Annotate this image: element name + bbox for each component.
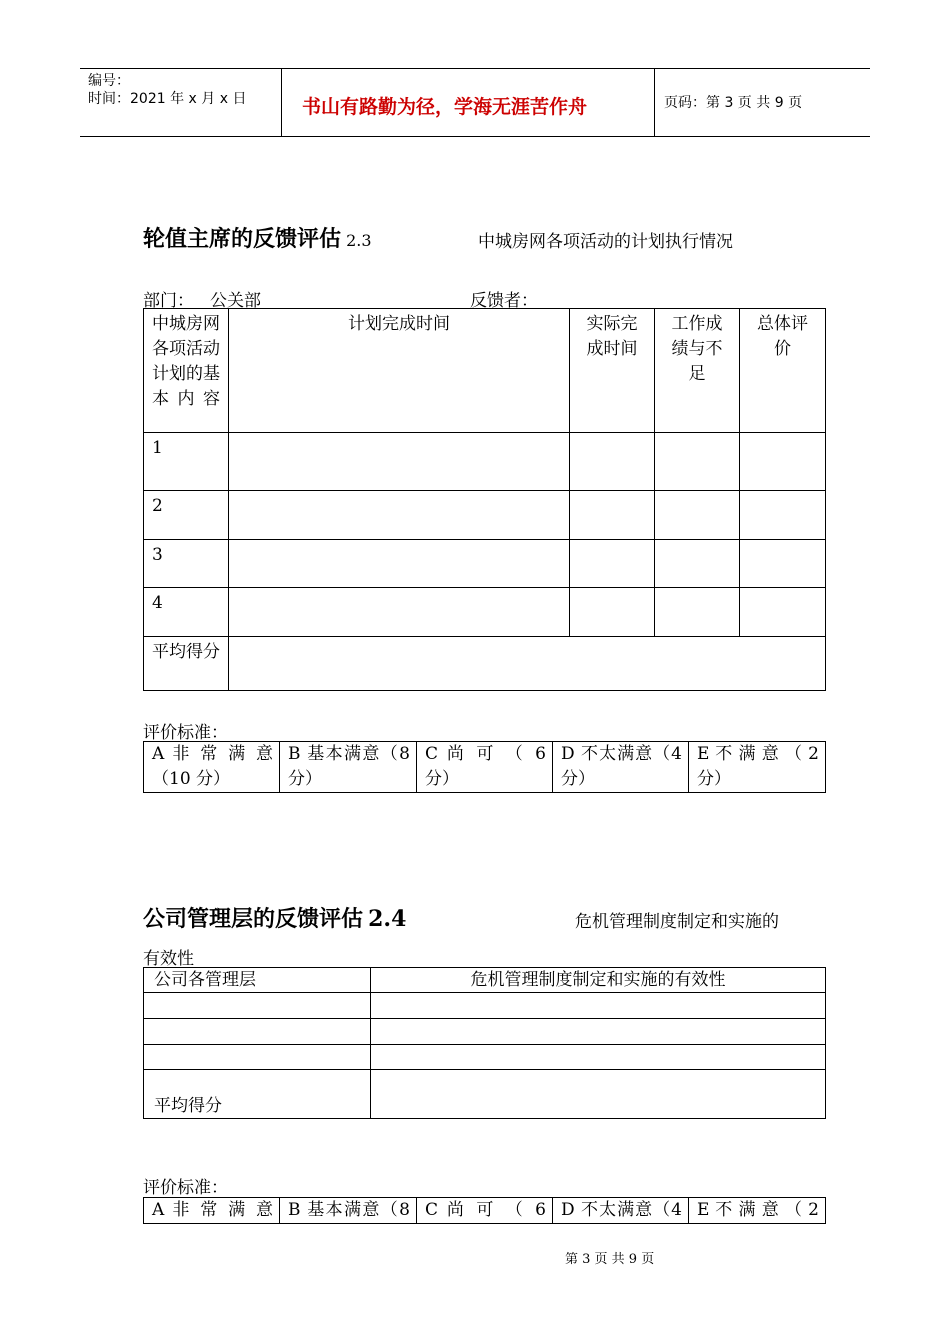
table-row [144,993,826,1019]
row-cell [655,433,740,491]
criteria-cell-e: E 不 满 意 （ 2 分） [689,742,826,793]
criteria-cell-b: B 基本满意（8 [280,1198,417,1224]
average-score-cell [371,1070,826,1119]
row-cell [740,491,826,540]
section2-number: 2.4 [368,906,407,932]
criteria-table [143,741,826,793]
header-motto: 书山有路勤为径，学海无涯苦作舟 [302,96,588,118]
row-number: 2 [144,491,229,540]
table-row [144,1019,826,1045]
plan-execution-table [143,308,826,691]
row-cell [740,540,826,588]
row-cell [570,433,655,491]
row-cell [740,433,826,491]
row-cell [655,491,740,540]
row-cell [655,588,740,637]
header-bottom-rule [80,136,870,137]
row-cell [144,993,371,1019]
feedback-label: 反馈者： [470,291,538,311]
row-cell [229,491,570,540]
average-score-label: 平均得分 [144,637,229,691]
header-cell-content: 中城房网各项活动计划的基本内容 [144,309,229,433]
row-cell [229,588,570,637]
header-cell-achievements: 工作成绩与不足 [655,309,740,433]
table-header-row [144,309,826,433]
table-header-row [144,968,826,993]
criteria-cell-d: D 不太满意（4 [553,1198,689,1224]
page-number-label: 页码：第 3 页 共 9 页 [664,95,803,111]
table-row [144,433,826,491]
row-cell [144,1045,371,1070]
criteria-cell-c: C 尚 可 （ 6 [417,1198,553,1224]
row-cell [229,540,570,588]
row-cell [229,433,570,491]
header-top-rule [80,68,870,69]
section1-heading [143,222,372,253]
crisis-management-table [143,967,826,1119]
row-cell [570,491,655,540]
section2-heading [143,902,406,933]
row-cell [144,1019,371,1045]
table-row [144,1045,826,1070]
criteria-row [144,742,826,793]
section1-number: 2.3 [346,231,372,250]
header-cell-planned-time: 计划完成时间 [229,309,570,433]
table-row [144,540,826,588]
section1-subtitle: 中城房网各项活动的计划执行情况 [478,232,733,252]
section2-subtitle-part2: 有效性 [143,949,194,969]
average-score-cell [229,637,826,691]
row-cell [655,540,740,588]
average-score-label: 平均得分 [144,1070,371,1119]
row-cell [371,1019,826,1045]
criteria-table-2 [143,1197,826,1224]
criteria-cell-a: A 非 常 满 意 （10 分） [144,742,280,793]
header-cell-management: 公司各管理层 [144,968,371,993]
row-cell [740,588,826,637]
criteria-cell-a: A 非 常 满 意 [144,1198,280,1224]
dept-label: 部门： [143,291,194,311]
serial-label: 编号： [88,73,130,89]
average-score-row [144,1070,826,1119]
section2-title: 公司管理层的反馈评估 [143,906,364,932]
row-number: 1 [144,433,229,491]
row-cell [570,588,655,637]
criteria-label-2: 评价标准： [143,1178,228,1198]
criteria-cell-c: C 尚 可 （ 6 分） [417,742,553,793]
row-cell [371,1045,826,1070]
section2-subtitle-part1: 危机管理制度制定和实施的 [575,912,779,932]
header-divider-left [281,68,282,136]
header-cell-actual-time: 实际完成时间 [570,309,655,433]
row-number: 3 [144,540,229,588]
row-number: 4 [144,588,229,637]
date-label: 时间：2021 年 x 月 x 日 [88,91,247,107]
header-cell-overall-rating: 总体评价 [740,309,826,433]
header-divider-right [654,68,655,136]
table-row [144,588,826,637]
criteria-cell-d: D 不太满意（4 分） [553,742,689,793]
table-row [144,491,826,540]
section1-title: 轮值主席的反馈评估 [143,226,342,252]
header-cell-effectiveness: 危机管理制度制定和实施的有效性 [371,968,826,993]
footer-page-number: 第 3 页 共 9 页 [565,1252,655,1267]
row-cell [570,540,655,588]
criteria-cell-e: E 不 满 意 （ 2 [689,1198,826,1224]
criteria-label: 评价标准： [143,723,228,743]
row-cell [371,993,826,1019]
criteria-row [144,1198,826,1224]
dept-value: 公关部 [210,291,261,311]
criteria-cell-b: B 基本满意（8 分） [280,742,417,793]
average-score-row [144,637,826,691]
